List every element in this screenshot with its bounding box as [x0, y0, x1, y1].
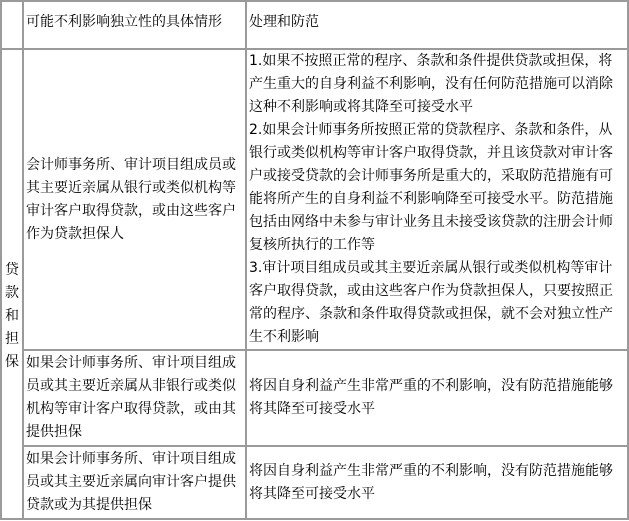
- text-line: 产生重大的自身利益不利影响，没有任何防范措施可以消除: [249, 76, 613, 92]
- header-cell-situation: [23, 1, 246, 49]
- text-line: 2.如果会计师事务所按照正常的贷款程序、条款和条件，从: [249, 122, 613, 138]
- text-line: 作为贷款担保人: [26, 225, 124, 242]
- text-line: 员或其主要近亲属向审计客户提供: [26, 474, 236, 490]
- text-line: 如果会计师事务所、审计项目组成: [26, 355, 236, 371]
- text-line: 常的程序、条款和条件取得贷款或担保，就不会对独立性产: [249, 306, 613, 322]
- situation-cell: [23, 446, 246, 519]
- header-cell-category: [1, 1, 23, 49]
- text-line: 将因自身利益产生非常严重的不利影响，没有防范措施能够: [249, 462, 613, 479]
- text-line: 其主要近亲属从银行或类似机构等: [26, 179, 236, 196]
- text-line: 包括由网络中未参与审计业务且未接受该贷款的注册会计师: [249, 214, 613, 230]
- text-line: 审计客户取得贷款，或由这些客户: [26, 202, 236, 219]
- handling-cell: [246, 49, 628, 350]
- text-line: 提供担保: [26, 424, 82, 440]
- text-line: 1.如果不按照正常的程序、条款和条件提供贷款或担保，将: [249, 53, 613, 69]
- text-line: 客户取得贷款，或由这些客户作为贷款担保人，只要按照正: [249, 283, 613, 299]
- header-handling-label: 处理和防范: [249, 14, 319, 30]
- text-line: 复核所执行的工作等: [249, 237, 375, 253]
- text-line: 员或其主要近亲属从非银行或类似: [26, 378, 236, 394]
- category-cell: [1, 49, 23, 519]
- text-line: 机构等审计客户取得贷款，或由其: [26, 401, 236, 417]
- text-line: 户或接受贷款的会计师事务所是重大的，采取防范措施有可: [249, 168, 613, 184]
- text-line: 生不利影响: [249, 329, 319, 345]
- text-line: 将其降至可接受水平: [249, 485, 375, 502]
- text-line: 会计师事务所、审计项目组成员或: [26, 156, 236, 173]
- situation-cell: [23, 350, 246, 446]
- text-line: 将其降至可接受水平: [249, 401, 375, 417]
- handling-cell: [246, 446, 628, 519]
- text-line: 如果会计师事务所、审计项目组成: [26, 451, 236, 467]
- text-line: 3.审计项目组成员或其主要近亲属从银行或类似机构等审计: [249, 260, 613, 276]
- category-label: 贷款和担保: [5, 261, 19, 370]
- text-line: 这种不利影响或将其降至可接受水平: [249, 99, 473, 115]
- header-situation-label: 可能不利影响独立性的具体情形: [26, 14, 222, 30]
- text-line: 贷款或为其提供担保: [26, 497, 152, 513]
- text-line: 能将所产生的自身利益不利影响降至可接受水平。防范措施: [249, 191, 613, 207]
- header-cell-handling: [246, 1, 628, 49]
- text-line: 银行或类似机构等审计客户取得贷款，并且该贷款对审计客: [249, 145, 613, 161]
- text-line: 将因自身利益产生非常严重的不利影响，没有防范措施能够: [249, 378, 613, 394]
- situation-cell: [23, 49, 246, 350]
- handling-cell: [246, 350, 628, 446]
